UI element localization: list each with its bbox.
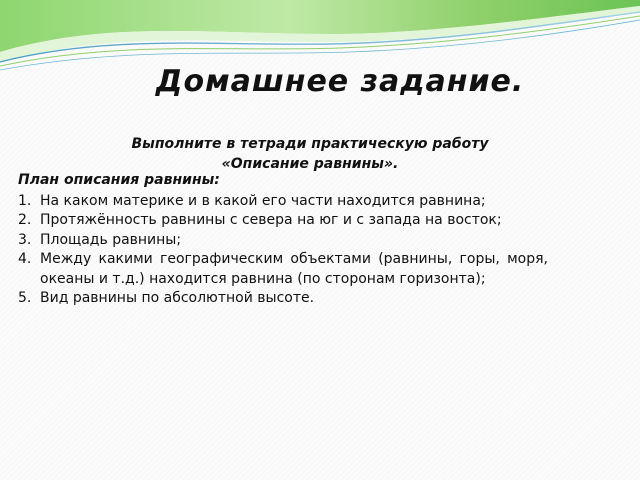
plan-item: [18, 192, 548, 211]
plan-item: [18, 211, 548, 230]
plan-item-text: Вид равнины по абсолютной высоте.: [40, 290, 315, 307]
plan-heading: План описания равнины:: [18, 172, 220, 188]
plan-item-number: 4.: [18, 251, 32, 268]
plan-item-text: На каком материке и в какой его части находится равнина;: [40, 193, 486, 209]
plan-list: [18, 192, 548, 308]
plan-item-text: Площадь равнины;: [40, 231, 182, 248]
plan-item-number: 5.: [18, 290, 32, 307]
plan-item-text: Протяжённость равнины с севера на юг и с запада на восток;: [40, 212, 502, 229]
plan-item: [18, 250, 548, 289]
plan-item: [18, 289, 548, 308]
instruction-line-2: «Описание равнины».: [221, 156, 399, 172]
slide-title: Домашнее задание.: [155, 64, 525, 99]
plan-item-number: 2.: [18, 212, 32, 229]
plan-item-text: Между какими географическим объектами (равнины, горы, моря, океаны и т.д.) находится равнина (по сторонам горизонта);: [40, 251, 548, 287]
assignment-instruction: [90, 134, 530, 174]
plan-item-number: 1.: [18, 193, 32, 209]
instruction-line-1: Выполните в тетради практическую работу: [131, 136, 489, 152]
plan-item: [18, 231, 548, 250]
plan-item-number: 3.: [18, 231, 32, 248]
